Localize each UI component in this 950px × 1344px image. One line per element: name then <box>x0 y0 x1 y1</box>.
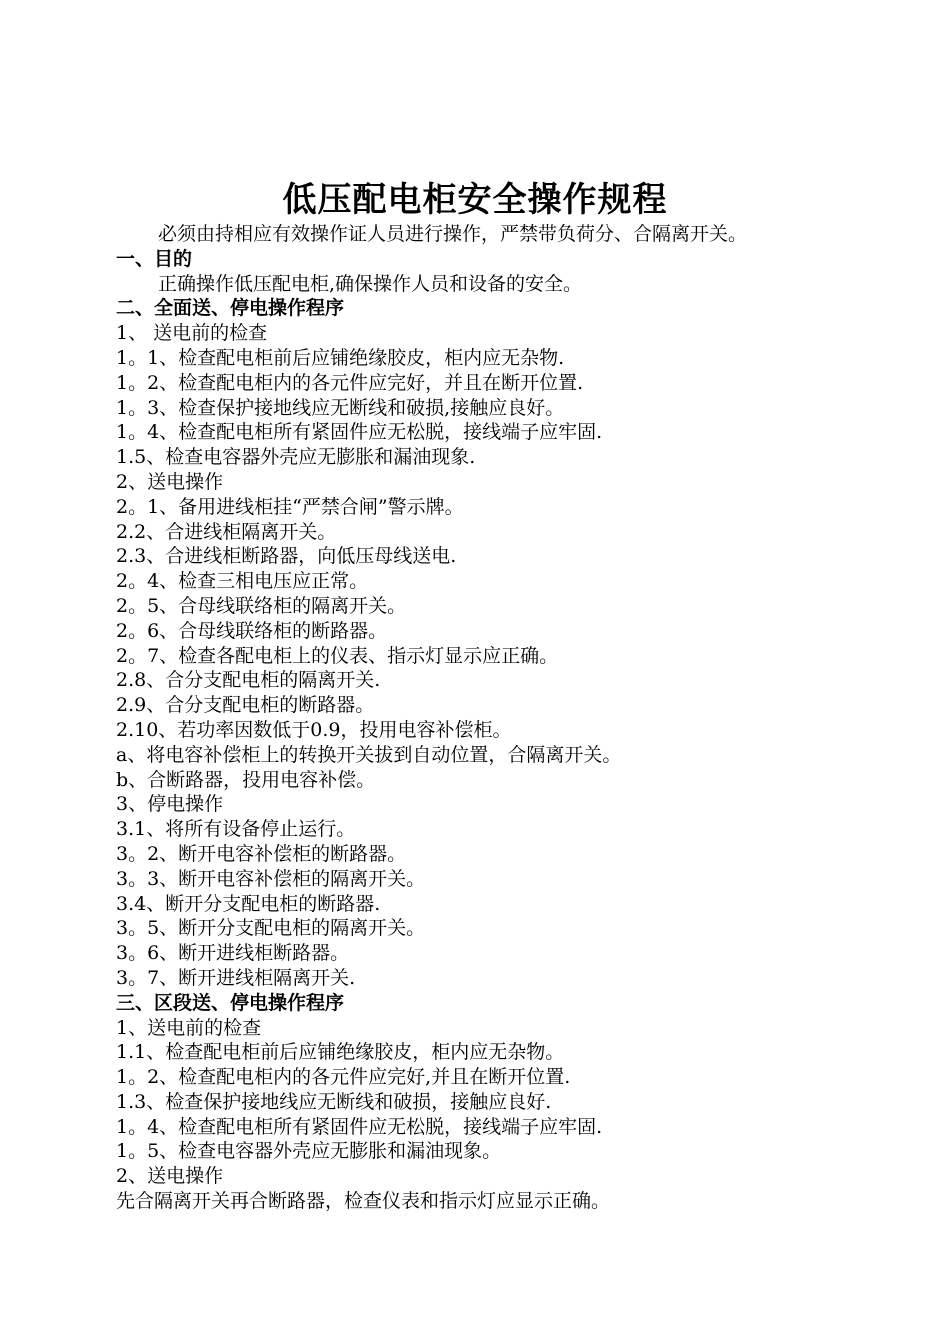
text-line: 2.3、合进线柜断路器，向低压母线送电. <box>116 545 457 568</box>
text-line: 3、停电操作 <box>116 793 224 816</box>
text-line: 2。6、合母线联络柜的断路器。 <box>116 619 388 642</box>
text-line: 1。4、检查配电柜所有紧固件应无松脱，接线端子应牢固. <box>116 421 603 444</box>
text-line: 1.5、检查电容器外壳应无膨胀和漏油现象. <box>116 446 476 469</box>
text-line: 3。2、断开电容补偿柜的断路器。 <box>116 842 407 865</box>
text-line: 1。4、检查配电柜所有紧固件应无松脱，接线端子应牢固. <box>116 1115 603 1138</box>
document-body <box>116 222 916 1214</box>
text-line: 1、送电前的检查 <box>116 1016 262 1039</box>
text-line: 1。5、检查电容器外壳应无膨胀和漏油现象。 <box>116 1140 502 1163</box>
text-line: 1.1、检查配电柜前后应铺绝缘胶皮，柜内应无杂物。 <box>116 1041 565 1064</box>
section-heading: 一、目的 <box>116 247 193 270</box>
text-line: 2。1、备用进线柜挂“严禁合闸”警示牌。 <box>116 495 464 518</box>
text-line: 2、送电操作 <box>116 470 224 493</box>
text-line: 1。1、检查配电柜前后应铺绝缘胶皮，柜内应无杂物. <box>116 346 565 369</box>
text-line: 1。2、检查配电柜内的各元件应完好，并且在断开位置. <box>116 371 584 394</box>
text-line: 3。6、断开进线柜断路器。 <box>116 942 350 965</box>
text-line: 2。5、合母线联络柜的隔离开关。 <box>116 594 407 617</box>
document-title: 低压配电柜安全操作规程 <box>282 180 668 220</box>
text-line: a、将电容补偿柜上的转换开关拔到自动位置，合隔离开关。 <box>116 743 622 766</box>
section-heading: 三、区段送、停电操作程序 <box>116 991 345 1014</box>
section-heading: 二、全面送、停电操作程序 <box>116 297 345 320</box>
text-line: 1。3、检查保护接地线应无断线和破损,接触应良好。 <box>116 396 565 419</box>
text-line: 2。4、检查三相电压应正常。 <box>116 570 369 593</box>
text-line: 必须由持相应有效操作证人员进行操作，严禁带负荷分、合隔离开关。 <box>158 223 748 245</box>
text-line: 2.9、合分支配电柜的断路器。 <box>116 694 375 717</box>
text-line: 先合隔离开关再合断路器，检查仪表和指示灯应显示正确。 <box>116 1190 611 1213</box>
text-line: 3.4、断开分支配电柜的断路器. <box>116 892 381 915</box>
text-line: 3。7、断开进线柜隔离开关. <box>116 966 356 989</box>
text-line: 1、 送电前的检查 <box>116 322 268 345</box>
text-line: 2。7、检查各配电柜上的仪表、指示灯显示应正确。 <box>116 644 559 667</box>
text-line: b、合断路器，投用电容补偿。 <box>116 768 376 791</box>
text-line: 2、送电操作 <box>116 1165 224 1188</box>
text-line: 2.10、若功率因数低于0.9，投用电容补偿柜。 <box>116 718 512 741</box>
text-line: 2.8、合分支配电柜的隔离开关. <box>116 669 381 692</box>
text-line: 2.2、合进线柜隔离开关。 <box>116 520 337 543</box>
text-line: 3。3、断开电容补偿柜的隔离开关。 <box>116 867 426 890</box>
text-line: 1.3、检查保护接地线应无断线和破损，接触应良好. <box>116 1090 552 1113</box>
text-line: 正确操作低压配电柜,确保操作人员和设备的安全。 <box>158 272 583 295</box>
text-line: 3.1、将所有设备停止运行。 <box>116 818 356 841</box>
text-line: 3。5、断开分支配电柜的隔离开关。 <box>116 917 426 940</box>
text-line: 1。2、检查配电柜内的各元件应完好,并且在断开位置. <box>116 1066 571 1089</box>
